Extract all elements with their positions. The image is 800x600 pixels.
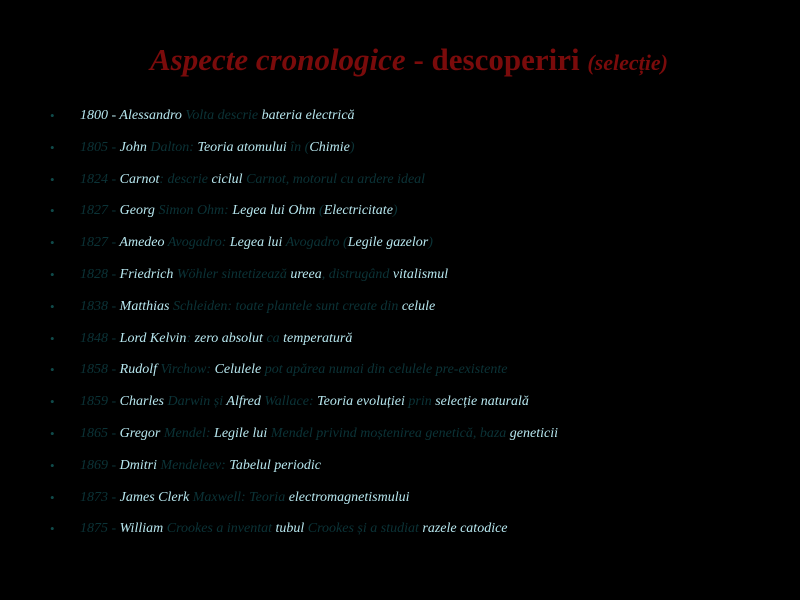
timeline-item-text: Dmitri bbox=[119, 457, 161, 473]
timeline-item-text: : bbox=[186, 330, 195, 346]
timeline-item-text: Avogadro ( bbox=[285, 235, 348, 251]
bullet-icon: • bbox=[50, 171, 55, 187]
bullet-icon: • bbox=[50, 298, 55, 314]
timeline-item-text: celule bbox=[401, 298, 436, 314]
timeline-item-text: William bbox=[119, 521, 167, 537]
timeline-item-text: 1873 - bbox=[80, 489, 120, 505]
timeline-item-text: 1865 - bbox=[80, 425, 120, 441]
bullet-icon: • bbox=[50, 457, 55, 473]
timeline-item-text: Carnot bbox=[119, 171, 160, 187]
timeline-item-text: Carnot, motorul cu ardere ideal bbox=[246, 171, 426, 187]
timeline-item-text: Lord Kelvin bbox=[119, 330, 187, 346]
timeline-item-text: Schleiden: toate plantele sunt create din bbox=[172, 298, 402, 314]
timeline-item-text: Crookes a inventat bbox=[166, 521, 276, 537]
bullet-icon: • bbox=[50, 521, 55, 537]
timeline-item-text: Chimie bbox=[309, 139, 350, 155]
timeline-item-text: vitalismul bbox=[392, 266, 449, 282]
timeline-item bbox=[0, 100, 780, 132]
timeline-item bbox=[0, 132, 780, 164]
timeline-item-text: James Clerk bbox=[119, 489, 193, 505]
timeline-item-text: razele catodice bbox=[422, 521, 508, 537]
timeline-item-text: ca bbox=[266, 330, 284, 346]
timeline-item bbox=[0, 195, 780, 227]
timeline-item-text: zero absolut bbox=[194, 330, 267, 346]
timeline-item-text: 1848 - bbox=[80, 330, 120, 346]
bullet-icon: • bbox=[50, 362, 55, 378]
timeline-item-text: , distrugând bbox=[321, 266, 393, 282]
timeline-item-text: prin bbox=[408, 394, 436, 410]
timeline-item-text: temperatură bbox=[283, 330, 353, 346]
bullet-icon: • bbox=[50, 394, 55, 410]
timeline-list bbox=[0, 100, 780, 545]
timeline-item-text: Charles bbox=[119, 394, 168, 410]
timeline-item-text: 1859 - bbox=[80, 394, 120, 410]
bullet-icon: • bbox=[50, 235, 55, 251]
timeline-item-text: Mendel privind moștenirea genetică, baza bbox=[270, 425, 510, 441]
timeline-item bbox=[0, 450, 780, 482]
timeline-item bbox=[0, 386, 780, 418]
bullet-icon: • bbox=[50, 266, 55, 282]
timeline-item bbox=[0, 354, 780, 386]
timeline-item bbox=[0, 323, 780, 355]
timeline-item-text: electromagnetismului bbox=[288, 489, 410, 505]
timeline-item-text: 1875 - bbox=[80, 521, 120, 537]
timeline-item-text: 1800 - bbox=[80, 108, 120, 123]
timeline-item-text: Mendel: bbox=[163, 425, 215, 441]
timeline-item-text: ( bbox=[319, 203, 324, 219]
timeline-item-text: : descrie bbox=[159, 171, 212, 187]
timeline-item-text: Wöhler sintetizează bbox=[176, 266, 291, 282]
timeline-item-text: Legile lui bbox=[214, 425, 271, 441]
timeline-item-text: Dalton: bbox=[150, 139, 198, 155]
timeline-item-text: Simon Ohm: bbox=[158, 203, 233, 219]
timeline-item-text: Georg bbox=[119, 203, 159, 219]
timeline-item-text: tubul bbox=[275, 521, 308, 537]
timeline-item-text: ) bbox=[428, 235, 433, 251]
bullet-icon: • bbox=[50, 139, 55, 155]
timeline-item-text: 1869 - bbox=[80, 457, 120, 473]
timeline-item-text: Celulele bbox=[214, 362, 265, 378]
title-part-3: (selecție) bbox=[587, 50, 668, 75]
timeline-item-text: 1838 - bbox=[80, 298, 120, 314]
timeline-item bbox=[0, 513, 780, 545]
timeline-item-text: 1827 - bbox=[80, 235, 120, 251]
timeline-item-text: 1824 - bbox=[80, 171, 120, 187]
timeline-item-text: 1828 - bbox=[80, 266, 120, 282]
timeline-item-text: Wallace: bbox=[264, 394, 318, 410]
timeline-item-text: Legile gazelor bbox=[347, 235, 429, 251]
timeline-item-text: Alessandro bbox=[119, 108, 186, 123]
timeline-item-text: ciclul bbox=[211, 171, 247, 187]
timeline-item-text: Alfred bbox=[226, 394, 265, 410]
timeline-item-text: Legea lui Ohm bbox=[232, 203, 320, 219]
timeline-item-text: Friedrich bbox=[119, 266, 177, 282]
timeline-item-text: Tabelul periodic bbox=[229, 457, 321, 473]
timeline-item-text: geneticii bbox=[509, 425, 558, 441]
timeline-item-text: 1805 - bbox=[80, 139, 120, 155]
bullet-icon: • bbox=[50, 108, 55, 123]
timeline-item-text: 1827 - bbox=[80, 203, 120, 219]
bullet-icon: • bbox=[50, 203, 55, 219]
timeline-item-text: Avogadro: bbox=[167, 235, 230, 251]
timeline-item-text: Gregor bbox=[119, 425, 164, 441]
timeline-item-text: Teoria atomului bbox=[197, 139, 291, 155]
timeline-item-text: Darwin și bbox=[167, 394, 227, 410]
bullet-icon: • bbox=[50, 330, 55, 346]
bullet-icon: • bbox=[50, 425, 55, 441]
timeline-item bbox=[0, 418, 780, 450]
timeline-item-text: în ( bbox=[290, 139, 310, 155]
title-part-2: - descoperiri bbox=[405, 42, 588, 77]
title-part-1: Aspecte cronologice bbox=[150, 42, 406, 77]
timeline-item bbox=[0, 227, 780, 259]
timeline-item-text: Mendeleev: bbox=[160, 457, 230, 473]
timeline-item-text: Volta descrie bbox=[185, 108, 262, 123]
timeline-item bbox=[0, 164, 780, 196]
timeline-item-text: ) bbox=[349, 139, 355, 155]
timeline-item-text: pot apărea numai din celulele pre-existente bbox=[264, 362, 508, 378]
timeline-item-text: Virchow: bbox=[160, 362, 215, 378]
timeline-item-text: bateria electrică bbox=[261, 108, 355, 123]
timeline-item-text: Rudolf bbox=[119, 362, 161, 378]
timeline-item-text: ) bbox=[392, 203, 398, 219]
timeline-item bbox=[0, 291, 780, 323]
slide-title bbox=[150, 40, 790, 80]
timeline-item-text: Amedeo bbox=[119, 235, 168, 251]
timeline-item-text: Electricitate bbox=[323, 203, 393, 219]
timeline-item-text: ureea bbox=[290, 266, 322, 282]
timeline-item-text: Legea lui bbox=[229, 235, 286, 251]
timeline-item-text: Teoria evoluției bbox=[317, 394, 409, 410]
timeline-item-text: Crookes și a studiat bbox=[307, 521, 423, 537]
bullet-icon: • bbox=[50, 489, 55, 505]
timeline-item-text: John bbox=[119, 139, 151, 155]
timeline-item bbox=[0, 482, 780, 514]
timeline-item-text: Matthias bbox=[119, 298, 173, 314]
timeline-item-text: Maxwell: Teoria bbox=[192, 489, 289, 505]
timeline-item-text: 1858 - bbox=[80, 362, 120, 378]
timeline-item-text: selecție naturală bbox=[435, 394, 529, 410]
timeline-item bbox=[0, 259, 780, 291]
